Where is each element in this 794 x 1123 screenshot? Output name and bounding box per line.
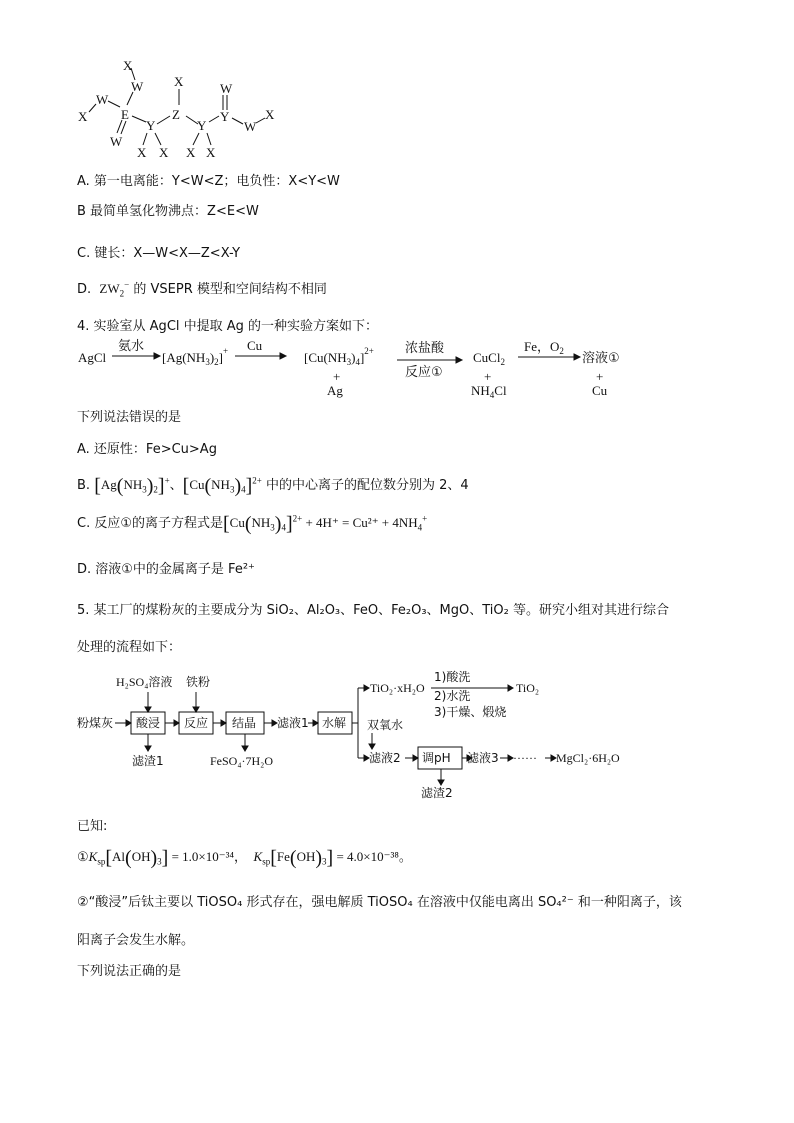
- product-cu-complex: $[Cu(NH_3)_4]^{2+}$: [304, 346, 374, 367]
- option-label: B.: [77, 478, 91, 493]
- atom-x: X: [206, 145, 216, 160]
- product-ag-complex: $[Ag(NH_3)_2]^+$: [162, 346, 229, 367]
- atom-e: E: [121, 107, 129, 122]
- product-cu: Cu: [592, 383, 608, 398]
- q5-question: 下列说法正确的是: [77, 964, 182, 979]
- reaction-1-label: 反应①: [405, 365, 443, 380]
- atom-y: Y: [220, 109, 230, 124]
- option-label: D.: [77, 282, 92, 297]
- q4-option-a: A. 还原性：Fe>Cu>Ag: [77, 442, 217, 457]
- step-crystallize: 结晶: [232, 716, 257, 730]
- product-tio2: TiO₂: [516, 681, 540, 695]
- q5-known-2-line2: 阳离子会发生水解。: [77, 933, 195, 948]
- atom-w: W: [96, 92, 109, 107]
- atom-y: Y: [146, 118, 156, 133]
- ellipsis: ······: [513, 751, 537, 765]
- plus-sign: +: [596, 369, 604, 384]
- plus-sign: +: [484, 369, 492, 384]
- atom-w: W: [220, 81, 233, 96]
- formula-base: ZW: [99, 281, 120, 296]
- formula-sub: 2: [119, 288, 125, 299]
- product-cucl2: CuCl$_2$: [473, 350, 505, 367]
- reagent-cu: Cu: [247, 338, 263, 353]
- ag-complex-formula: $[Ag(NH_3)_2]^+$、$[Cu(NH_3)_4]^{2+}$: [94, 475, 262, 497]
- plus-sign: +: [333, 369, 341, 384]
- product-tio2-hydrate: TiO₂·xH₂O: [370, 681, 425, 695]
- step-water-wash: 2)水洗: [434, 689, 471, 703]
- q5-stem-line1: 5. 某工厂的煤粉灰的主要成分为 SiO₂、Al₂O₃、FeO、Fe₂O₃、MgO、TiO₂ 等。研究小组对其进行综合: [77, 603, 669, 618]
- agcl: AgCl: [78, 350, 107, 365]
- filtrate-1: 滤液1: [277, 716, 309, 730]
- q4-question: 下列说法错误的是: [77, 410, 182, 425]
- step-reaction: 反应: [184, 716, 209, 730]
- reagent-h2so4: H₂SO₄溶液: [116, 675, 173, 689]
- product-ag: Ag: [327, 383, 343, 398]
- step-acid-wash: 1)酸洗: [434, 670, 471, 684]
- q3-option-b: B 最简单氢化物沸点：Z<E<W: [77, 204, 259, 219]
- atom-x: X: [159, 145, 169, 160]
- residue-2: 滤渣2: [421, 786, 453, 800]
- solution-1: 溶液①: [582, 351, 620, 366]
- ionic-equation: $[Cu(NH_3)_4]^{2+} + 4H^+ = Cu^{2+} + 4NH_4^+$: [223, 513, 428, 535]
- atom-z: Z: [172, 107, 180, 122]
- option-text: 中的中心离子的配位数分别为 2、4: [266, 478, 469, 493]
- step-hydrolysis: 水解: [322, 716, 347, 730]
- q5-stem-line2: 处理的流程如下：: [77, 640, 182, 655]
- q4-stem: 4. 实验室从 AgCl 中提取 Ag 的一种实验方案如下：: [77, 319, 379, 334]
- residue-1: 滤渣1: [132, 754, 164, 768]
- product-nh4cl: $NH_4Cl$: [471, 383, 507, 400]
- reagent-h2o2: 双氧水: [367, 718, 404, 732]
- step-acid-leach: 酸浸: [136, 716, 161, 730]
- formula-sup: −: [124, 279, 130, 290]
- reagent-iron-powder: 铁粉: [186, 675, 211, 689]
- q5-known-1: [77, 846, 412, 870]
- atom-x: X: [174, 74, 184, 89]
- atom-x: X: [265, 107, 275, 122]
- reagent-hcl: 浓盐酸: [405, 341, 445, 356]
- atom-x: X: [123, 58, 133, 73]
- atom-w: W: [244, 119, 257, 134]
- atom-x: X: [137, 145, 147, 160]
- option-text: C. 反应①的离子方程式是: [77, 516, 223, 531]
- q5-known-label: 已知:: [77, 819, 108, 834]
- q3-option-a: A. 第一电离能：Y<W<Z；电负性：X<Y<W: [77, 174, 340, 189]
- product-feso4: FeSO₄·7H₂O: [210, 754, 274, 768]
- filtrate-2: 滤液2: [369, 751, 401, 765]
- step-dry-calcine: 3)干燥、煅烧: [434, 705, 507, 719]
- ksp-al-oh3: $①K_{sp}[Al(OH)_3] = 1.0\times 10^{-34}$， $K_{sp}[Fe(OH)_3] = 4.0\times 10^{-38}$。: [77, 847, 412, 869]
- atom-x: X: [186, 145, 196, 160]
- q3-option-c: C. 键长：X—W<X—Z<X-Y: [77, 246, 241, 261]
- reagent-ammonia: 氨水: [118, 339, 145, 354]
- q4-option-d: D. 溶液①中的金属离子是 Fe²⁺: [77, 562, 255, 577]
- step-adjust-ph: 调pH: [422, 751, 451, 765]
- atom-y: Y: [197, 118, 207, 133]
- atom-x: X: [78, 109, 88, 124]
- filtrate-3: 滤液3: [467, 751, 499, 765]
- option-text: 的 VSEPR 模型和空间结构不相同: [133, 282, 327, 297]
- atom-w: W: [110, 134, 123, 149]
- atom-w: W: [131, 79, 144, 94]
- reagent-fe-o2: Fe，$O_2$: [524, 339, 564, 356]
- q5-known-2-line1: ②“酸浸”后钛主要以 TiOSO₄ 形式存在，强电解质 TiOSO₄ 在溶液中仅能电离出 SO₄²⁻ 和一种阳离子，该: [77, 895, 682, 910]
- feed-fly-ash: 粉煤灰: [77, 716, 114, 730]
- product-mgcl2: MgCl₂·6H₂O: [556, 751, 620, 765]
